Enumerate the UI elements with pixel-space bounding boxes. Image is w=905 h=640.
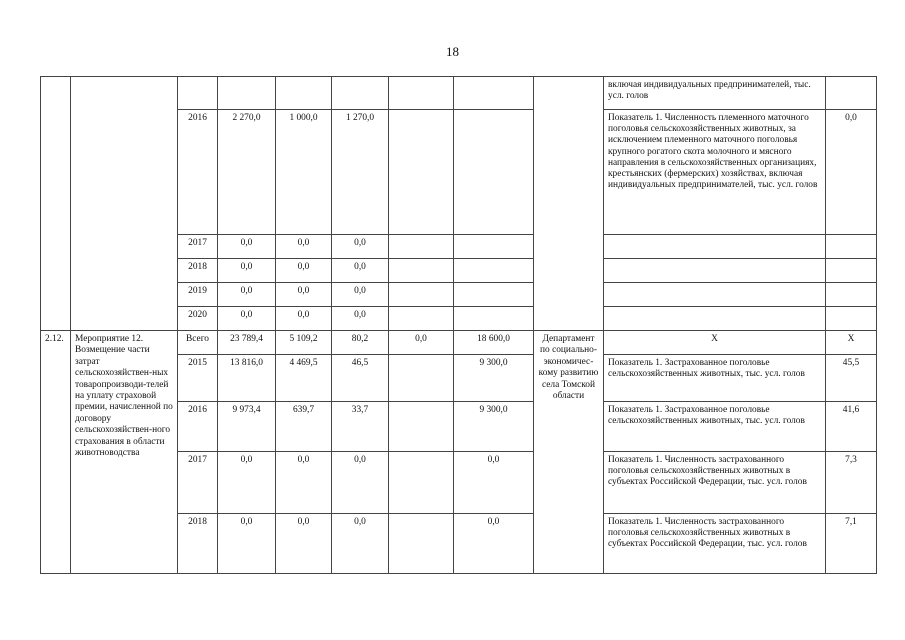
activity-name-cell	[71, 77, 178, 331]
regional-budget-cell: 0,0	[332, 307, 389, 331]
regional-budget-cell: 1 270,0	[332, 110, 389, 235]
indicator-cell	[604, 235, 826, 259]
regional-budget-cell: 33,7	[332, 402, 389, 452]
regional-budget-cell: 0,0	[332, 452, 389, 514]
regional-budget-cell: 0,0	[332, 283, 389, 307]
year-cell: 2016	[178, 402, 218, 452]
indicator-value-cell: 45,5	[826, 355, 877, 402]
local-budget-cell	[389, 402, 454, 452]
indicator-cell: X	[604, 331, 826, 355]
responsible-department: Департамент по социально-экономичес-кому развитию села Томской области	[534, 331, 604, 574]
total-cell: 2 270,0	[218, 110, 276, 235]
indicator-value-cell	[826, 77, 877, 110]
total-cell: 0,0	[218, 235, 276, 259]
regional-budget-cell: 0,0	[332, 514, 389, 574]
page-number: 18	[446, 44, 459, 59]
extrabudget-cell	[454, 283, 534, 307]
federal-budget-cell: 0,0	[276, 259, 332, 283]
indicator-value-cell	[826, 283, 877, 307]
indicator-cell: включая индивидуальных предпринимателей, тыс. усл. голов	[604, 77, 826, 110]
federal-budget-cell: 0,0	[276, 307, 332, 331]
indicator-cell: Показатель 1. Численность племенного маточного поголовья сельскохозяйственных животных, за исключением племенного маточного поголовья крупного рогатого скота молочного и мясного направления в сельскохозяйственных организациях, крестьянских (фермерских) хозяйствах, включая индивидуальных предпринимателей, тыс. усл. голов	[604, 110, 826, 235]
extrabudget-cell	[454, 235, 534, 259]
extrabudget-cell: 18 600,0	[454, 331, 534, 355]
extrabudget-cell	[454, 110, 534, 235]
extrabudget-cell: 9 300,0	[454, 355, 534, 402]
total-cell: 0,0	[218, 283, 276, 307]
table-row	[41, 331, 877, 355]
total-cell: 0,0	[218, 452, 276, 514]
local-budget-cell	[389, 283, 454, 307]
table-row	[41, 77, 877, 110]
indicator-value-cell: 7,1	[826, 514, 877, 574]
regional-budget-cell: 80,2	[332, 331, 389, 355]
regional-budget-cell: 0,0	[332, 235, 389, 259]
local-budget-cell	[389, 452, 454, 514]
local-budget-cell	[389, 514, 454, 574]
year-cell: 2020	[178, 307, 218, 331]
federal-budget-cell: 5 109,2	[276, 331, 332, 355]
extrabudget-cell: 0,0	[454, 514, 534, 574]
indicator-cell: Показатель 1. Застрахованное поголовье сельскохозяйственных животных, тыс. усл. голов	[604, 402, 826, 452]
federal-budget-cell: 0,0	[276, 283, 332, 307]
activity-number: 2.12.	[41, 331, 71, 574]
federal-budget-cell: 639,7	[276, 402, 332, 452]
extrabudget-cell: 9 300,0	[454, 402, 534, 452]
extrabudget-cell: 0,0	[454, 452, 534, 514]
year-cell: 2019	[178, 283, 218, 307]
local-budget-cell	[389, 110, 454, 235]
federal-budget-cell: 1 000,0	[276, 110, 332, 235]
indicator-cell	[604, 259, 826, 283]
federal-budget-cell: 0,0	[276, 235, 332, 259]
local-budget-cell	[389, 355, 454, 402]
indicator-value-cell	[826, 235, 877, 259]
indicator-value-cell	[826, 307, 877, 331]
federal-budget-cell: 0,0	[276, 452, 332, 514]
regional-budget-cell: 0,0	[332, 259, 389, 283]
indicator-value-cell: 41,6	[826, 402, 877, 452]
year-cell: Всего	[178, 331, 218, 355]
total-cell: 13 816,0	[218, 355, 276, 402]
indicator-cell: Показатель 1. Застрахованное поголовье сельскохозяйственных животных, тыс. усл. голов	[604, 355, 826, 402]
indicator-cell: Показатель 1. Численность застрахованного поголовья сельскохозяйственных животных в субъектах Российской Федерации, тыс. усл. голов	[604, 452, 826, 514]
indicator-value-cell: X	[826, 331, 877, 355]
department-cell	[534, 77, 604, 331]
year-cell: 2018	[178, 514, 218, 574]
local-budget-cell	[389, 259, 454, 283]
year-cell: 2017	[178, 235, 218, 259]
activity-number-cell	[41, 77, 71, 331]
extrabudget-cell	[454, 307, 534, 331]
local-budget-cell: 0,0	[389, 331, 454, 355]
total-cell: 9 973,4	[218, 402, 276, 452]
total-cell: 0,0	[218, 514, 276, 574]
indicator-cell: Показатель 1. Численность застрахованного поголовья сельскохозяйственных животных в субъектах Российской Федерации, тыс. усл. голов	[604, 514, 826, 574]
year-cell: 2015	[178, 355, 218, 402]
year-cell: 2016	[178, 110, 218, 235]
federal-budget-cell: 0,0	[276, 514, 332, 574]
total-cell: 23 789,4	[218, 331, 276, 355]
year-cell: 2018	[178, 259, 218, 283]
regional-budget-cell: 46,5	[332, 355, 389, 402]
extrabudget-cell	[454, 259, 534, 283]
local-budget-cell	[389, 235, 454, 259]
indicator-value-cell: 7,3	[826, 452, 877, 514]
total-cell: 0,0	[218, 259, 276, 283]
indicator-cell	[604, 283, 826, 307]
total-cell: 0,0	[218, 307, 276, 331]
program-activities-table	[40, 76, 877, 574]
local-budget-cell	[389, 307, 454, 331]
indicator-value-cell: 0,0	[826, 110, 877, 235]
indicator-value-cell	[826, 259, 877, 283]
year-cell: 2017	[178, 452, 218, 514]
federal-budget-cell: 4 469,5	[276, 355, 332, 402]
activity-name: Мероприятие 12. Возмещение части затрат сельскохозяйствен-ных товаропроизводи-телей на уплату страховой премии, начисленной по договору сельскохозяйствен-ного страхования в области животноводства	[71, 331, 178, 574]
indicator-cell	[604, 307, 826, 331]
